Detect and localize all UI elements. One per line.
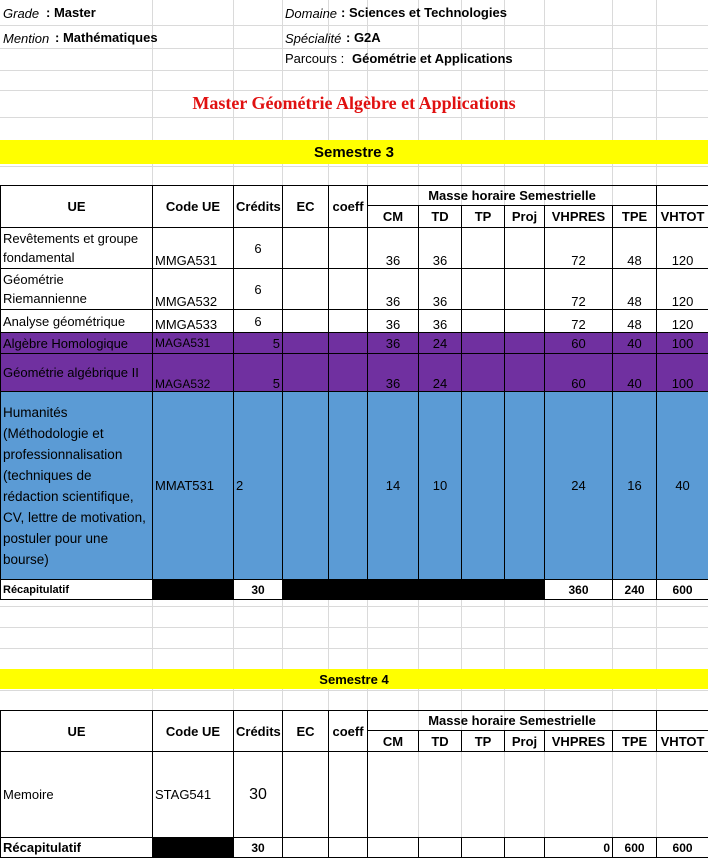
parcours-value: Géométrie et Applications [352, 51, 513, 66]
ue-tpe: 16 [613, 392, 657, 580]
ue-code: MMAT531 [153, 392, 234, 580]
domaine-value: : Sciences et Technologies [341, 5, 507, 20]
ue-vhpres: 60 [545, 354, 613, 392]
table-row [1, 354, 708, 392]
ue-code: MAGA531 [153, 333, 234, 354]
ue-name: Revêtements et groupe fondamental [1, 228, 153, 269]
semestre4-table [0, 710, 708, 858]
ue-vhtot: 100 [657, 354, 708, 392]
col-coeff: coeff [329, 711, 368, 752]
ue-name: Géométrie algébrique II [1, 354, 153, 392]
table-row [1, 333, 708, 354]
col-proj: Proj [505, 206, 545, 228]
col-td: TD [419, 206, 462, 228]
col-vhpres: VHPRES [545, 206, 613, 228]
ue-code: MAGA532 [153, 354, 234, 392]
ue-vhtot: 100 [657, 333, 708, 354]
ue-name: Algèbre Homologique [1, 333, 153, 354]
col-code: Code UE [153, 711, 234, 752]
domaine-label: Domaine [285, 6, 338, 21]
recap-tpe: 600 [613, 838, 657, 858]
ue-code: MMGA532 [153, 269, 234, 310]
table-row [1, 752, 708, 838]
semestre4-banner: Semestre 4 [0, 669, 708, 689]
ue-code: MMGA533 [153, 310, 234, 333]
ue-name: Géométrie Riemannienne [1, 269, 153, 310]
ue-name: Humanités (Méthodologie et professionnalisation (techniques de rédaction scientifique, CV, lettre de motivation, postuler pour une bourse) [1, 392, 153, 580]
ue-name: Memoire [1, 752, 153, 838]
semestre3-table [0, 185, 708, 600]
col-masse: Masse horaire Semestrielle [368, 186, 657, 206]
recap-row [1, 838, 708, 858]
ue-vhtot: 40 [657, 392, 708, 580]
ue-vhtot: 120 [657, 310, 708, 333]
recap-vhpres: 360 [545, 580, 613, 600]
ue-tpe: 48 [613, 310, 657, 333]
parcours-label: Parcours : [285, 51, 345, 66]
grade-value: : Master [46, 5, 96, 20]
col-code: Code UE [153, 186, 234, 228]
recap-label: Récapitulatif [1, 580, 153, 600]
col-tpe: TPE [613, 206, 657, 228]
ue-vhtot: 120 [657, 228, 708, 269]
ue-code: MMGA531 [153, 228, 234, 269]
semestre3-banner: Semestre 3 [0, 140, 708, 164]
ue-code: STAG541 [153, 752, 234, 838]
col-ec: EC [283, 711, 329, 752]
col-tpe: TPE [613, 731, 657, 752]
table-row [1, 269, 708, 310]
recap-credits: 30 [234, 838, 283, 858]
col-cm: CM [368, 206, 419, 228]
ue-vhpres: 72 [545, 228, 613, 269]
ue-td: 36 [419, 310, 462, 333]
recap-vhtot: 600 [657, 580, 708, 600]
col-tp: TP [462, 206, 505, 228]
recap-label: Récapitulatif [1, 838, 153, 858]
specialite-label: Spécialité [285, 31, 342, 46]
ue-credits: 6 [234, 228, 283, 269]
ue-td: 36 [419, 269, 462, 310]
col-ec: EC [283, 186, 329, 228]
recap-vhpres: 0 [545, 838, 613, 858]
ue-td: 36 [419, 228, 462, 269]
ue-tpe: 48 [613, 228, 657, 269]
ue-cm: 36 [368, 354, 419, 392]
ue-credits: 5 [234, 354, 283, 392]
ue-tpe: 40 [613, 333, 657, 354]
mention-value: : Mathématiques [55, 30, 158, 45]
table-row [1, 310, 708, 333]
ue-credits: 2 [234, 392, 283, 580]
ue-cm: 36 [368, 310, 419, 333]
ue-name: Analyse géométrique [1, 310, 153, 333]
ue-credits: 30 [234, 752, 283, 838]
ue-cm: 36 [368, 333, 419, 354]
specialite-value: : G2A [346, 30, 381, 45]
page-title: Master Géométrie Algèbre et Applications [192, 93, 516, 113]
col-cm: CM [368, 731, 419, 752]
col-vhtot: VHTOT [657, 731, 708, 752]
ue-vhpres: 72 [545, 310, 613, 333]
ue-credits: 6 [234, 310, 283, 333]
col-credits: Crédits [234, 711, 283, 752]
ue-tpe: 48 [613, 269, 657, 310]
recap-tpe: 240 [613, 580, 657, 600]
ue-td: 24 [419, 333, 462, 354]
recap-row [1, 580, 708, 600]
ue-credits: 6 [234, 269, 283, 310]
col-coeff: coeff [329, 186, 368, 228]
col-vhpres: VHPRES [545, 731, 613, 752]
table-row [1, 392, 708, 580]
col-proj: Proj [505, 731, 545, 752]
ue-tpe: 40 [613, 354, 657, 392]
ue-td: 24 [419, 354, 462, 392]
grade-label: Grade [3, 6, 40, 21]
ue-credits: 5 [234, 333, 283, 354]
ue-vhpres: 24 [545, 392, 613, 580]
col-ue: UE [1, 186, 153, 228]
ue-td: 10 [419, 392, 462, 580]
mention-label: Mention [3, 31, 50, 46]
ue-cm: 14 [368, 392, 419, 580]
ue-vhpres: 72 [545, 269, 613, 310]
table-row [1, 228, 708, 269]
col-credits: Crédits [234, 186, 283, 228]
col-tp: TP [462, 731, 505, 752]
col-td: TD [419, 731, 462, 752]
col-ue: UE [1, 711, 153, 752]
ue-cm: 36 [368, 269, 419, 310]
recap-credits: 30 [234, 580, 283, 600]
ue-cm: 36 [368, 228, 419, 269]
col-vhtot: VHTOT [657, 206, 708, 228]
ue-vhtot: 120 [657, 269, 708, 310]
recap-vhtot: 600 [657, 838, 708, 858]
col-masse: Masse horaire Semestrielle [368, 711, 657, 731]
ue-vhpres: 60 [545, 333, 613, 354]
